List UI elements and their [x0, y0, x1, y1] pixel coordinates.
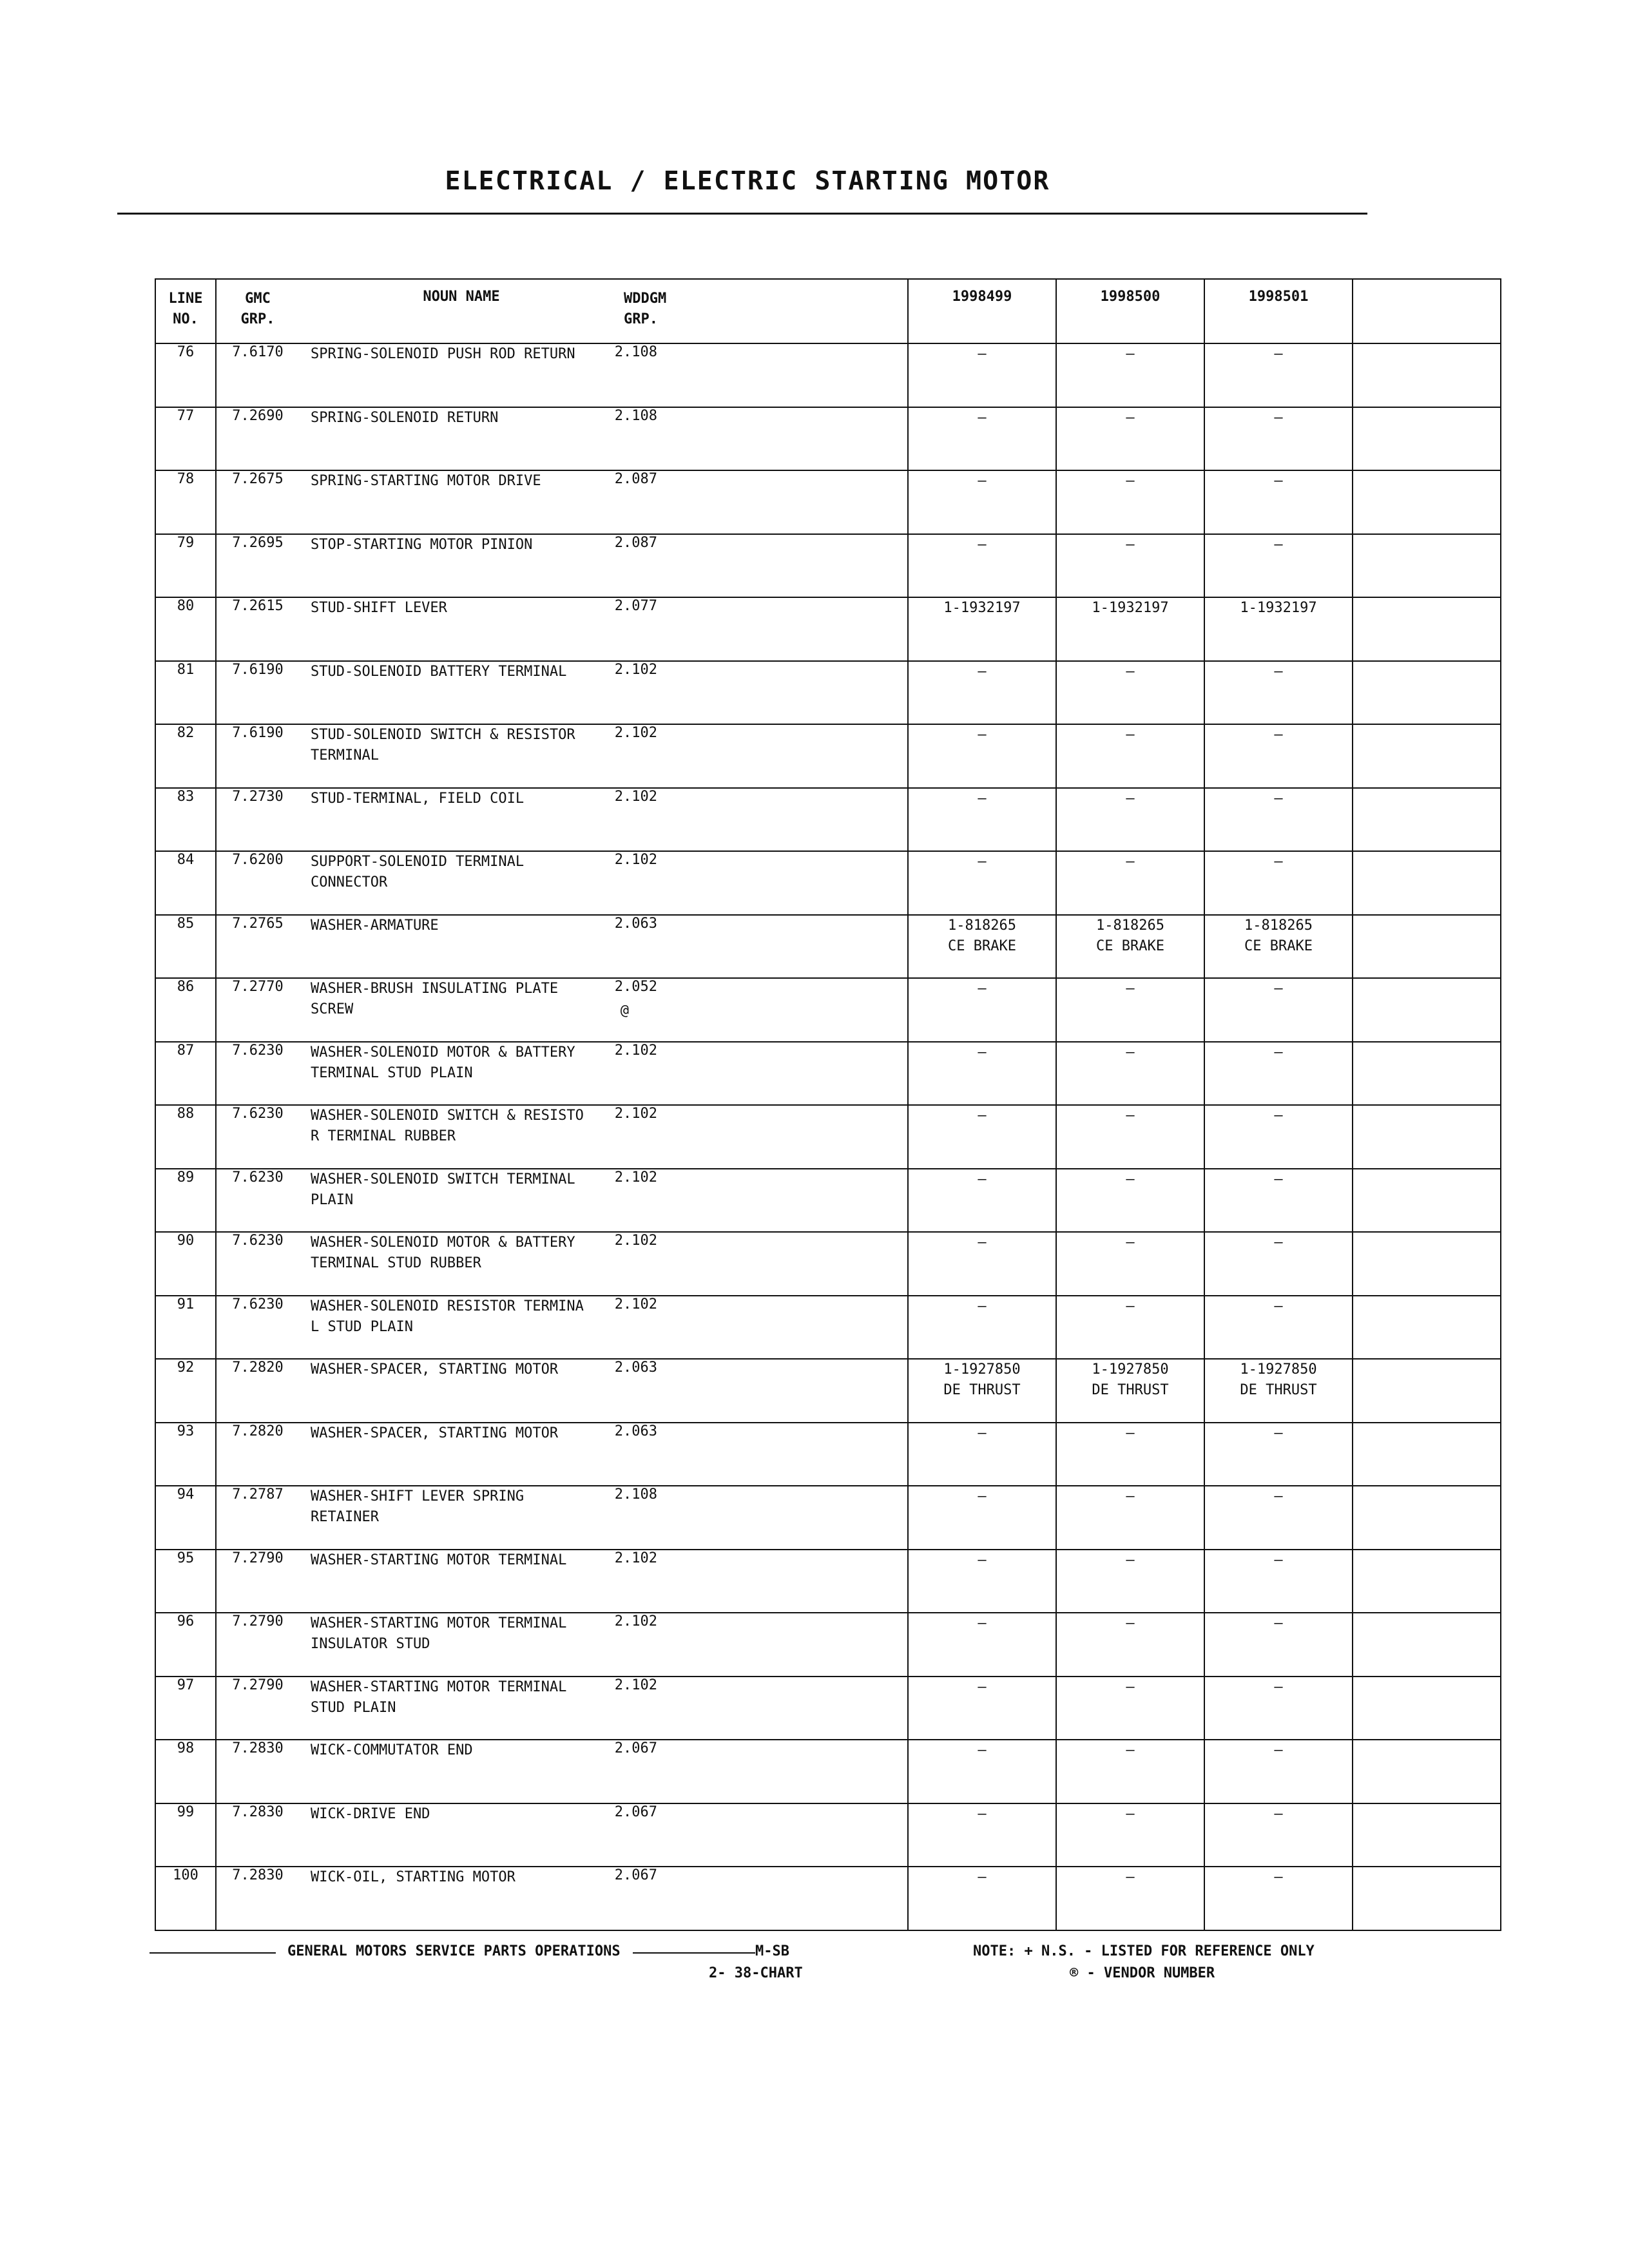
wddgm-group-text: 2.063 [614, 1423, 657, 1439]
line-number-cell: 92 [155, 1359, 216, 1423]
part-1998499-cell: — [908, 1296, 1056, 1360]
part-1998500-cell: — [1056, 470, 1204, 534]
gmc-group-cell: 7.2730 [216, 788, 299, 852]
blank-cell [1353, 407, 1501, 471]
line-number-cell: 99 [155, 1803, 216, 1867]
wddgm-group-text: 2.063 [614, 1360, 657, 1376]
gmc-group-cell: 7.2787 [216, 1486, 299, 1550]
line-number-cell: 76 [155, 343, 216, 407]
wddgm-group-cell [612, 1105, 908, 1169]
wddgm-group-text: 2.102 [614, 725, 657, 741]
blank-cell [1353, 851, 1501, 915]
blank-cell [1353, 1677, 1501, 1740]
line-number-cell: 93 [155, 1423, 216, 1486]
wddgm-group-text: 2.067 [614, 1803, 657, 1820]
part-1998499-cell: — [908, 1232, 1056, 1296]
table-row [155, 1359, 1501, 1423]
wddgm-group-cell [612, 470, 908, 534]
table-row [155, 1486, 1501, 1550]
wddgm-group-text: 2.087 [614, 534, 657, 551]
wddgm-group-cell [612, 1296, 908, 1360]
part-1998501-cell: — [1204, 1740, 1353, 1803]
wddgm-group-text: 2.052 [614, 979, 657, 995]
gmc-group-cell: 7.2770 [216, 978, 299, 1042]
wddgm-group-cell [612, 343, 908, 407]
part-1998500-cell: — [1056, 1486, 1204, 1550]
noun-name-cell [299, 1803, 612, 1867]
part-1998501-cell: — [1204, 788, 1353, 852]
gmc-group-cell: 7.2615 [216, 597, 299, 661]
part-1998500-cell: — [1056, 978, 1204, 1042]
wddgm-group-cell [612, 407, 908, 471]
parts-table-body [155, 343, 1501, 1930]
part-1998499-cell: — [908, 1105, 1056, 1169]
part-1998499-cell: — [908, 1550, 1056, 1613]
noun-name-cell [299, 597, 612, 661]
blank-cell [1353, 1613, 1501, 1677]
part-1998499-cell: — [908, 407, 1056, 471]
blank-cell [1353, 470, 1501, 534]
table-row [155, 343, 1501, 407]
gmc-group-cell: 7.6230 [216, 1169, 299, 1233]
noun-name-cell [299, 1042, 612, 1106]
line-number-cell: 82 [155, 724, 216, 788]
noun-name-text: WASHER-SOLENOID MOTOR & BATTERY TERMINAL STUD PLAIN [311, 1044, 575, 1081]
noun-name-cell [299, 470, 612, 534]
part-1998501-cell: — [1204, 1105, 1353, 1169]
wddgm-group-text: 2.102 [614, 852, 657, 868]
table-row [155, 534, 1501, 598]
part-1998501-cell: — [1204, 407, 1353, 471]
line-number-cell: 91 [155, 1296, 216, 1360]
part-1998501-cell: — [1204, 1423, 1353, 1486]
noun-name-cell [299, 1105, 612, 1169]
table-row [155, 724, 1501, 788]
gmc-group-cell: 7.2765 [216, 915, 299, 979]
part-1998499-cell: — [908, 1613, 1056, 1677]
part-1998501-cell: — [1204, 534, 1353, 598]
part-1998499-cell: 1-818265 CE BRAKE [908, 915, 1056, 979]
gmc-group-cell: 7.2690 [216, 407, 299, 471]
part-1998500-cell: — [1056, 534, 1204, 598]
noun-name-cell [299, 1550, 612, 1613]
line-number-cell: 87 [155, 1042, 216, 1106]
wddgm-group-text: 2.102 [614, 661, 657, 678]
part-1998499-cell: — [908, 978, 1056, 1042]
table-row [155, 661, 1501, 725]
wddgm-group-text: 2.108 [614, 1486, 657, 1503]
wddgm-group-cell [612, 1740, 908, 1803]
gmc-group-cell: 7.2675 [216, 470, 299, 534]
gmc-group-cell: 7.2790 [216, 1613, 299, 1677]
wddgm-group-cell [612, 978, 908, 1042]
part-1998500-cell: — [1056, 724, 1204, 788]
noun-name-cell [299, 407, 612, 471]
part-1998501-cell: — [1204, 661, 1353, 725]
noun-name-cell [299, 1359, 612, 1423]
part-1998500-cell: — [1056, 407, 1204, 471]
wddgm-group-cell [612, 1867, 908, 1930]
part-1998500-cell: 1-1932197 [1056, 597, 1204, 661]
wddgm-group-cell [612, 1550, 908, 1613]
table-row [155, 1423, 1501, 1486]
line-number-cell: 84 [155, 851, 216, 915]
part-1998499-cell: — [908, 1677, 1056, 1740]
wddgm-group-text: 2.067 [614, 1740, 657, 1756]
footer-vendor-note: ® - VENDOR NUMBER [1070, 1965, 1215, 1981]
table-row [155, 915, 1501, 979]
noun-name-text: WICK-COMMUTATOR END [311, 1742, 473, 1758]
part-1998501-cell: — [1204, 978, 1353, 1042]
noun-name-text: WASHER-SOLENOID SWITCH TERMINAL PLAIN [311, 1171, 575, 1208]
noun-name-cell [299, 1486, 612, 1550]
line-number-cell: 97 [155, 1677, 216, 1740]
part-1998501-cell: — [1204, 470, 1353, 534]
blank-cell [1353, 1486, 1501, 1550]
noun-name-text: STUD-SOLENOID SWITCH & RESISTOR TERMINAL [311, 727, 575, 764]
footer-page-number: 2- 38-CHART [709, 1965, 803, 1981]
noun-name-cell [299, 1296, 612, 1360]
wddgm-group-text: 2.087 [614, 471, 657, 487]
part-1998501-cell: — [1204, 1867, 1353, 1930]
part-1998501-cell: 1-1927850 DE THRUST [1204, 1359, 1353, 1423]
blank-cell [1353, 1042, 1501, 1106]
noun-name-cell [299, 1677, 612, 1740]
part-1998499-cell: — [908, 724, 1056, 788]
wddgm-group-cell [612, 1803, 908, 1867]
part-1998499-cell: — [908, 1169, 1056, 1233]
noun-name-text: SPRING-SOLENOID PUSH ROD RETURN [311, 346, 575, 362]
column-header-wddgm-grp: WDDGM GRP. [612, 279, 908, 343]
gmc-group-cell: 7.2830 [216, 1867, 299, 1930]
part-1998501-cell: — [1204, 1803, 1353, 1867]
table-header-row [155, 279, 1501, 343]
part-1998500-cell: — [1056, 1677, 1204, 1740]
wddgm-group-text: 2.102 [614, 1169, 657, 1186]
noun-name-text: SPRING-STARTING MOTOR DRIVE [311, 473, 541, 489]
part-1998500-cell: — [1056, 1867, 1204, 1930]
noun-name-cell [299, 915, 612, 979]
wddgm-group-cell [612, 1677, 908, 1740]
blank-cell [1353, 788, 1501, 852]
noun-name-text: WASHER-STARTING MOTOR TERMINAL INSULATOR STUD [311, 1615, 567, 1652]
noun-name-cell [299, 1867, 612, 1930]
part-1998500-cell: — [1056, 1550, 1204, 1613]
column-header-1998500: 1998500 [1056, 279, 1204, 343]
table-row [155, 1613, 1501, 1677]
part-1998501-cell: — [1204, 1296, 1353, 1360]
wddgm-group-text: 2.108 [614, 344, 657, 360]
line-number-cell: 83 [155, 788, 216, 852]
part-1998499-cell: — [908, 851, 1056, 915]
part-1998500-cell: 1-1927850 DE THRUST [1056, 1359, 1204, 1423]
gmc-group-cell: 7.6190 [216, 661, 299, 725]
title-divider [117, 213, 1367, 215]
blank-cell [1353, 1867, 1501, 1930]
footer-company: GENERAL MOTORS SERVICE PARTS OPERATIONS [287, 1943, 621, 1959]
gmc-group-cell: 7.6230 [216, 1296, 299, 1360]
table-row [155, 851, 1501, 915]
part-1998501-cell: 1-1932197 [1204, 597, 1353, 661]
wddgm-group-cell [612, 1359, 908, 1423]
noun-name-text: STUD-TERMINAL, FIELD COIL [311, 790, 525, 807]
gmc-group-cell: 7.6230 [216, 1042, 299, 1106]
wddgm-group-text: 2.102 [614, 1677, 657, 1693]
gmc-group-cell: 7.2820 [216, 1423, 299, 1486]
line-number-cell: 79 [155, 534, 216, 598]
blank-cell [1353, 915, 1501, 979]
table-row [155, 407, 1501, 471]
part-1998501-cell: 1-818265 CE BRAKE [1204, 915, 1353, 979]
part-1998499-cell: 1-1927850 DE THRUST [908, 1359, 1056, 1423]
line-number-cell: 98 [155, 1740, 216, 1803]
part-1998499-cell: — [908, 1867, 1056, 1930]
part-1998500-cell: — [1056, 1105, 1204, 1169]
noun-name-cell [299, 661, 612, 725]
line-number-cell: 95 [155, 1550, 216, 1613]
part-1998501-cell: — [1204, 1042, 1353, 1106]
gmc-group-cell: 7.2830 [216, 1740, 299, 1803]
line-number-cell: 88 [155, 1105, 216, 1169]
noun-name-cell [299, 724, 612, 788]
part-1998501-cell: — [1204, 343, 1353, 407]
gmc-group-cell: 7.2695 [216, 534, 299, 598]
part-1998501-cell: — [1204, 1677, 1353, 1740]
part-1998500-cell: — [1056, 1423, 1204, 1486]
wddgm-group-text: 2.102 [614, 788, 657, 805]
wddgm-group-cell [612, 851, 908, 915]
noun-name-text: WASHER-STARTING MOTOR TERMINAL [311, 1552, 567, 1568]
wddgm-group-text: 2.102 [614, 1613, 657, 1629]
wddgm-group-cell [612, 1169, 908, 1233]
part-1998501-cell: — [1204, 851, 1353, 915]
blank-cell [1353, 1105, 1501, 1169]
noun-name-cell [299, 1169, 612, 1233]
footer-code: M-SB [755, 1943, 789, 1959]
part-1998500-cell: — [1056, 1042, 1204, 1106]
part-1998499-cell: — [908, 534, 1056, 598]
wddgm-group-text: 2.067 [614, 1867, 657, 1883]
line-number-cell: 89 [155, 1169, 216, 1233]
page-title: ELECTRICAL / ELECTRIC STARTING MOTOR [445, 166, 1050, 196]
wddgm-group-cell [612, 661, 908, 725]
part-1998499-cell: — [908, 1803, 1056, 1867]
column-header-line-no: LINE NO. [155, 279, 216, 343]
table-row [155, 788, 1501, 852]
part-1998500-cell: 1-818265 CE BRAKE [1056, 915, 1204, 979]
table-row [155, 1550, 1501, 1613]
wddgm-group-text: 2.077 [614, 598, 657, 614]
noun-name-cell [299, 788, 612, 852]
wddgm-group-text: 2.102 [614, 1233, 657, 1249]
noun-name-cell [299, 1613, 612, 1677]
table-row [155, 1296, 1501, 1360]
part-1998501-cell: — [1204, 1232, 1353, 1296]
part-1998500-cell: — [1056, 343, 1204, 407]
part-1998501-cell: — [1204, 1613, 1353, 1677]
part-1998500-cell: — [1056, 1613, 1204, 1677]
part-1998500-cell: — [1056, 788, 1204, 852]
part-1998499-cell: — [908, 788, 1056, 852]
line-number-cell: 100 [155, 1867, 216, 1930]
line-number-cell: 78 [155, 470, 216, 534]
line-number-cell: 80 [155, 597, 216, 661]
line-number-cell: 96 [155, 1613, 216, 1677]
gmc-group-cell: 7.2790 [216, 1550, 299, 1613]
line-number-cell: 77 [155, 407, 216, 471]
blank-cell [1353, 1423, 1501, 1486]
line-number-cell: 94 [155, 1486, 216, 1550]
blank-cell [1353, 978, 1501, 1042]
noun-name-text: WASHER-ARMATURE [311, 917, 439, 934]
footer-rule-left [149, 1952, 276, 1954]
noun-name-cell [299, 1232, 612, 1296]
gmc-group-cell: 7.2830 [216, 1803, 299, 1867]
blank-cell [1353, 1359, 1501, 1423]
part-1998499-cell: — [908, 1486, 1056, 1550]
blank-cell [1353, 1296, 1501, 1360]
noun-name-text: SPRING-SOLENOID RETURN [311, 409, 499, 426]
blank-cell [1353, 724, 1501, 788]
blank-cell [1353, 343, 1501, 407]
column-header-1998499: 1998499 [908, 279, 1056, 343]
noun-name-text: WICK-DRIVE END [311, 1805, 430, 1822]
part-1998501-cell: — [1204, 1486, 1353, 1550]
blank-cell [1353, 534, 1501, 598]
gmc-group-cell: 7.6170 [216, 343, 299, 407]
part-1998499-cell: — [908, 1042, 1056, 1106]
wddgm-group-cell [612, 1486, 908, 1550]
vendor-number-mark: @ [620, 1003, 629, 1019]
noun-name-text: WASHER-SPACER, STARTING MOTOR [311, 1425, 559, 1441]
table-row [155, 1677, 1501, 1740]
noun-name-text: WASHER-SOLENOID RESISTOR TERMINA L STUD PLAIN [311, 1298, 584, 1335]
wddgm-group-text: 2.102 [614, 1296, 657, 1312]
noun-name-cell [299, 1423, 612, 1486]
noun-name-cell [299, 534, 612, 598]
part-1998500-cell: — [1056, 1232, 1204, 1296]
part-1998500-cell: — [1056, 851, 1204, 915]
wddgm-group-cell [612, 597, 908, 661]
part-1998501-cell: — [1204, 1550, 1353, 1613]
noun-name-text: STUD-SHIFT LEVER [311, 600, 447, 616]
wddgm-group-text: 2.102 [614, 1106, 657, 1122]
blank-cell [1353, 597, 1501, 661]
table-row [155, 1867, 1501, 1930]
noun-name-cell [299, 1740, 612, 1803]
wddgm-group-cell [612, 788, 908, 852]
gmc-group-cell: 7.6230 [216, 1105, 299, 1169]
noun-name-text: SUPPORT-SOLENOID TERMINAL CONNECTOR [311, 854, 525, 890]
blank-cell [1353, 1740, 1501, 1803]
blank-cell [1353, 661, 1501, 725]
wddgm-group-text: 2.102 [614, 1042, 657, 1059]
gmc-group-cell: 7.2790 [216, 1677, 299, 1740]
wddgm-group-cell [612, 1423, 908, 1486]
column-header-noun-name: NOUN NAME [299, 279, 612, 343]
table-row [155, 1042, 1501, 1106]
wddgm-group-cell [612, 534, 908, 598]
table-row [155, 1803, 1501, 1867]
wddgm-group-text: 2.102 [614, 1550, 657, 1566]
noun-name-text: STOP-STARTING MOTOR PINION [311, 536, 533, 553]
noun-name-text: WASHER-SOLENOID SWITCH & RESISTO R TERMINAL RUBBER [311, 1108, 584, 1144]
part-1998499-cell: — [908, 1423, 1056, 1486]
column-header-gmc-grp: GMC GRP. [216, 279, 299, 343]
table-row [155, 1169, 1501, 1233]
table-row [155, 1740, 1501, 1803]
part-1998499-cell: 1-1932197 [908, 597, 1056, 661]
gmc-group-cell: 7.6200 [216, 851, 299, 915]
wddgm-group-cell [612, 1042, 908, 1106]
parts-table [155, 278, 1501, 1931]
noun-name-text: STUD-SOLENOID BATTERY TERMINAL [311, 663, 567, 680]
part-1998500-cell: — [1056, 1296, 1204, 1360]
part-1998501-cell: — [1204, 724, 1353, 788]
part-1998500-cell: — [1056, 661, 1204, 725]
part-1998500-cell: — [1056, 1740, 1204, 1803]
part-1998501-cell: — [1204, 1169, 1353, 1233]
blank-cell [1353, 1550, 1501, 1613]
noun-name-text: WASHER-SHIFT LEVER SPRING RETAINER [311, 1488, 525, 1525]
wddgm-group-text: 2.063 [614, 915, 657, 932]
part-1998499-cell: — [908, 1740, 1056, 1803]
line-number-cell: 81 [155, 661, 216, 725]
noun-name-text: WICK-OIL, STARTING MOTOR [311, 1869, 516, 1885]
column-header-1998501: 1998501 [1204, 279, 1353, 343]
line-number-cell: 86 [155, 978, 216, 1042]
gmc-group-cell: 7.6190 [216, 724, 299, 788]
gmc-group-cell: 7.6230 [216, 1232, 299, 1296]
column-header-blank [1353, 279, 1501, 343]
table-row [155, 978, 1501, 1042]
wddgm-group-cell [612, 1613, 908, 1677]
footer-note: NOTE: + N.S. - LISTED FOR REFERENCE ONLY [973, 1943, 1315, 1959]
part-1998499-cell: — [908, 470, 1056, 534]
line-number-cell: 85 [155, 915, 216, 979]
noun-name-text: WASHER-SPACER, STARTING MOTOR [311, 1361, 559, 1378]
part-1998500-cell: — [1056, 1169, 1204, 1233]
footer-rule-middle [633, 1952, 755, 1954]
line-number-cell: 90 [155, 1232, 216, 1296]
wddgm-group-cell [612, 915, 908, 979]
blank-cell [1353, 1169, 1501, 1233]
wddgm-group-text: 2.108 [614, 407, 657, 424]
table-row [155, 1105, 1501, 1169]
noun-name-cell [299, 851, 612, 915]
noun-name-text: WASHER-BRUSH INSULATING PLATE SCREW [311, 981, 559, 1017]
noun-name-cell [299, 343, 612, 407]
blank-cell [1353, 1803, 1501, 1867]
part-1998499-cell: — [908, 661, 1056, 725]
part-1998499-cell: — [908, 343, 1056, 407]
gmc-group-cell: 7.2820 [216, 1359, 299, 1423]
wddgm-group-cell [612, 1232, 908, 1296]
wddgm-group-cell [612, 724, 908, 788]
blank-cell [1353, 1232, 1501, 1296]
table-row [155, 470, 1501, 534]
part-1998500-cell: — [1056, 1803, 1204, 1867]
table-row [155, 1232, 1501, 1296]
noun-name-text: WASHER-SOLENOID MOTOR & BATTERY TERMINAL STUD RUBBER [311, 1235, 575, 1271]
table-row [155, 597, 1501, 661]
noun-name-cell [299, 978, 629, 1042]
noun-name-text: WASHER-STARTING MOTOR TERMINAL STUD PLAIN [311, 1678, 567, 1716]
